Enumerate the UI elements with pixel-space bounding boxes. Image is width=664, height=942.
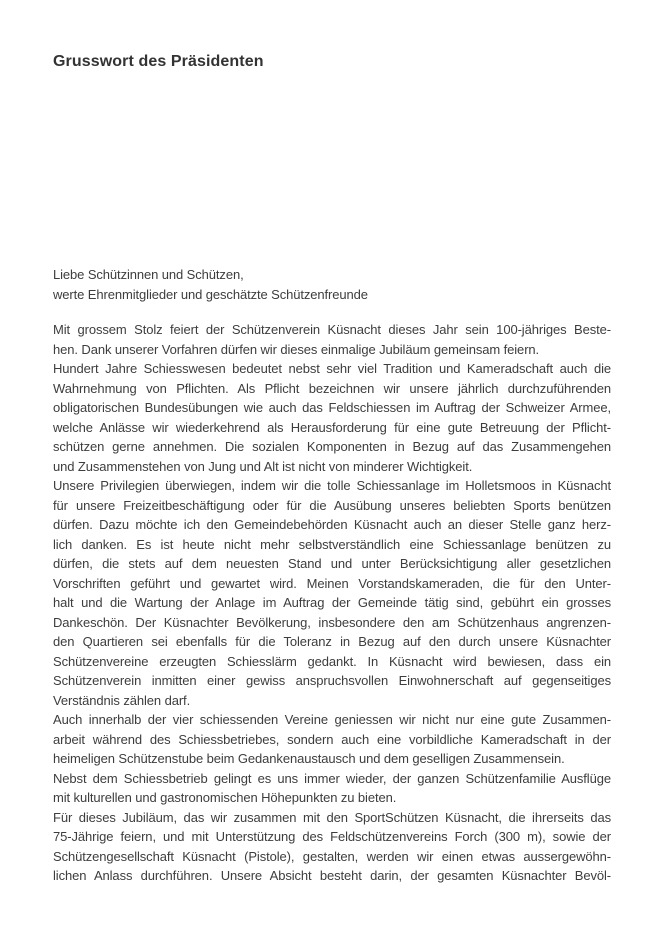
text-line: lich danken. Es ist heute nicht mehr selbstverständlich eine Schiessanlage benützen zu (53, 536, 611, 552)
page-content (53, 265, 611, 886)
text-line: lichen Anlass durchführen. Unsere Absicht besteht darin, der gesamten Küsnachter Bevöl- (53, 868, 611, 883)
text-line: Mit grossem Stolz feiert der Schützenverein Küsnacht dieses Jahr sein 100-jähriges Beste- (53, 322, 611, 337)
text-line: Dankeschön. Der Küsnachter Bevölkerung, insbesondere den am Schützenhaus angrenzen- (53, 614, 611, 630)
text-line: Nebst dem Schiessbetrieb gelingt es uns immer wieder, der ganzen Schützenfamilie Ausflüge (53, 770, 611, 786)
text-line: Vorschriften geführt und gewartet wird. Meinen Vorstandskameraden, die für den Unter- (53, 575, 611, 591)
text-line: den Quartieren sei ebenfalls für die Toleranz in Bezug auf den durch unsere Küsnachter (53, 634, 611, 649)
paragraph (53, 769, 611, 808)
text-line: mit kulturellen und gastronomischen Höhepunkten zu bieten. (53, 790, 397, 805)
text-line: Hundert Jahre Schiesswesen bedeutet nebst sehr viel Tradition und Kameradschaft auch die (53, 361, 611, 376)
salutation-line: werte Ehrenmitglieder und geschätzte Schützenfreunde (53, 286, 368, 302)
text-line: für unsere Freizeitbeschäftigung oder für die Ausübung unseres beliebten Sports benützen (53, 497, 611, 513)
text-line: Wahrnehmung von Pflichten. Als Pflicht bezeichnen wir unsere jährlich durchzuführenden (53, 380, 611, 396)
paragraph (53, 359, 611, 476)
text-line: Unsere Privilegien überwiegen, indem wir die tolle Schiessanlage im Holletsmoos in Küsnacht (53, 478, 611, 493)
text-line: Auch innerhalb der vier schiessenden Vereine geniessen wir nicht nur eine gute Zusammen- (53, 712, 611, 727)
text-line: Schützengesellschaft Küsnacht (Pistole), gestalten, werden wir einen etwas aussergewöhn- (53, 848, 611, 864)
text-line: 75-Jährige feiern, und mit Unterstützung des Feldschützenvereins Forch (300 m), sowie der (53, 829, 611, 844)
text-line: Schützenverein inmitten einer gewiss anspruchsvollen Einwohnerschaft auf gegenseitiges (53, 673, 611, 688)
text-line: welche Anlässe wir wiederkehrend als Herausforderung für eine gute Betreuung der Pflicht- (53, 419, 611, 435)
text-line: dürfen, die stets auf dem neuesten Stand und unter Berücksichtigung aller gesetzlichen (53, 556, 611, 571)
text-line: obligatorischen Bundesübungen wie auch das Feldschiessen im Auftrag der Schweizer Armee, (53, 400, 611, 415)
paragraph (53, 710, 611, 769)
salutation-block (53, 265, 611, 304)
text-line: hen. Dank unserer Vorfahren dürfen wir dieses einmalige Jubiläum gemeinsam feiern. (53, 341, 540, 357)
page-title: Grusswort des Präsidenten (53, 53, 264, 70)
text-line: schützen gerne annehmen. Die sozialen Komponenten in Bezug auf das Zusammengehen (53, 439, 611, 454)
text-line: Verständnis zählen darf. (53, 692, 191, 708)
salutation-line: Liebe Schützinnen und Schützen, (53, 267, 244, 282)
paragraph (53, 320, 611, 359)
body-text-block (53, 320, 611, 886)
text-line: halt und die Wartung der Anlage im Auftrag der Gemeinde tätig sind, gebührt ein grosses (53, 595, 611, 610)
paragraph (53, 476, 611, 710)
text-line: Für dieses Jubiläum, das wir zusammen mit den SportSchützen Küsnacht, die ihrerseits das (53, 809, 611, 825)
text-line: Schützenvereine erzeugten Schiesslärm gedankt. In Küsnacht wird bewiesen, dass ein (53, 653, 611, 669)
text-line: dürfen. Dazu möchte ich den Gemeindebehörden Küsnacht auch an dieser Stelle ganz herz- (53, 517, 611, 532)
text-line: und Zusammenstehen von Jung und Alt ist nicht von minderer Wichtigkeit. (53, 458, 473, 474)
text-line: heimeligen Schützenstube beim Gedankenaustausch und dem geselligen Zusammensein. (53, 751, 565, 766)
paragraph (53, 808, 611, 886)
text-line: arbeit während des Schiessbetriebes, sondern auch eine vorbildliche Kameradschaft in der (53, 731, 611, 747)
